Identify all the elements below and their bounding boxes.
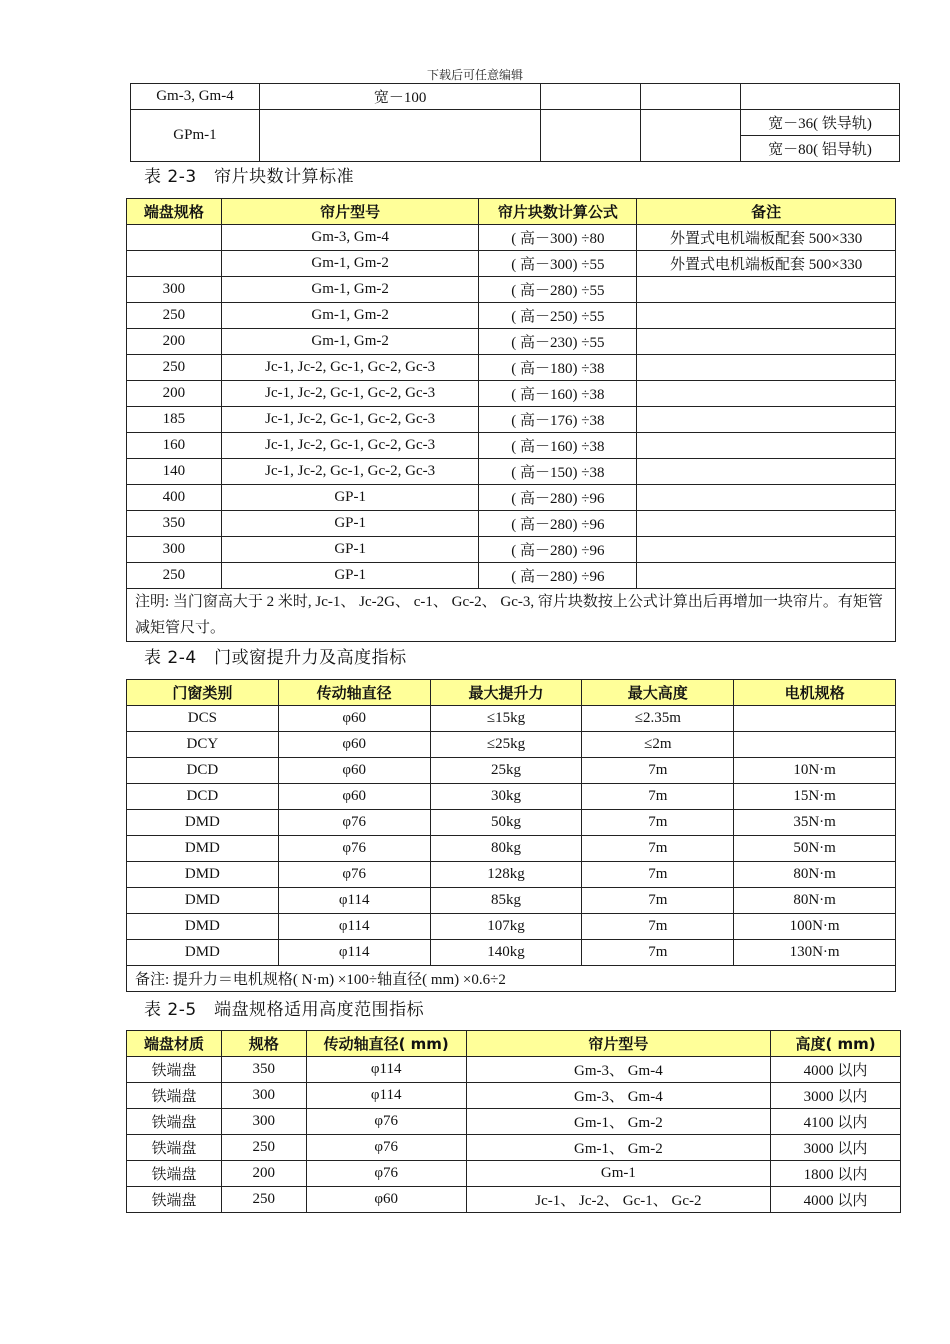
table-cell: DCY — [127, 732, 279, 758]
table-cell: Jc-1, Jc-2, Gc-1, Gc-2, Gc-3 — [221, 381, 479, 407]
table-caption-2-3: 表 2-3 帘片块数计算标准 — [144, 167, 355, 187]
table-note-row — [127, 966, 896, 992]
table-cell: 200 — [127, 329, 222, 355]
table-cell: ( 高－280) ÷96 — [479, 537, 637, 563]
table-cell: 250 — [127, 355, 222, 381]
table-cell — [641, 84, 741, 110]
table-row — [127, 277, 896, 303]
table-cell: ( 高－180) ÷38 — [479, 355, 637, 381]
table-note-row — [127, 589, 896, 642]
table-cell: φ114 — [278, 940, 430, 966]
table-cell: φ76 — [278, 810, 430, 836]
table-cell: 300 — [127, 277, 222, 303]
table-cell: GP-1 — [221, 511, 479, 537]
table-cell: Gm-3、 Gm-4 — [466, 1057, 771, 1083]
table-cell: ( 高－150) ÷38 — [479, 459, 637, 485]
table-cell: 7m — [582, 758, 734, 784]
table-2-4 — [126, 679, 896, 992]
table-cell: DMD — [127, 836, 279, 862]
table-row — [127, 329, 896, 355]
table-cell: φ60 — [306, 1187, 466, 1213]
table-cell: 250 — [127, 563, 222, 589]
table-note: 备注: 提升力＝电机规格( N·m) ×100÷轴直径( mm) ×0.6÷2 — [127, 966, 896, 992]
table-cell: ( 高－250) ÷55 — [479, 303, 637, 329]
table-cell: DMD — [127, 862, 279, 888]
table-cell: φ76 — [306, 1109, 466, 1135]
table-row — [127, 940, 896, 966]
table-cell: φ76 — [306, 1135, 466, 1161]
page-header-note: 下载后可任意编辑 — [426, 68, 523, 82]
table-cell: φ114 — [306, 1057, 466, 1083]
table-cell: 3000 以内 — [771, 1083, 901, 1109]
column-header: 端盘材质 — [127, 1031, 222, 1057]
table-cell: 140 — [127, 459, 222, 485]
table-cell — [541, 84, 641, 110]
column-header: 电机规格 — [734, 680, 896, 706]
table-cell — [734, 732, 896, 758]
table-caption-2-4: 表 2-4 门或窗提升力及高度指标 — [144, 648, 407, 668]
table-cell: φ76 — [278, 862, 430, 888]
table-cell: DCD — [127, 758, 279, 784]
table-cell: Gm-3, Gm-4 — [221, 225, 479, 251]
table-cell: 107kg — [430, 914, 582, 940]
table-cell: GP-1 — [221, 537, 479, 563]
table-cell: 4000 以内 — [771, 1057, 901, 1083]
table-cell — [637, 433, 896, 459]
table-row — [127, 381, 896, 407]
table-cell: DMD — [127, 888, 279, 914]
table-cell: 35N·m — [734, 810, 896, 836]
table-cell: 50N·m — [734, 836, 896, 862]
table-cell: ( 高－300) ÷55 — [479, 251, 637, 277]
table-cell: 130N·m — [734, 940, 896, 966]
table-cell: 50kg — [430, 810, 582, 836]
table-cell: 25kg — [430, 758, 582, 784]
table-cell: 185 — [127, 407, 222, 433]
table-cell: 200 — [221, 1161, 306, 1187]
table-row — [127, 485, 896, 511]
table-cell — [741, 84, 900, 110]
table-row — [127, 1187, 901, 1213]
table-cell — [637, 381, 896, 407]
table-row — [127, 433, 896, 459]
table-cell: DMD — [127, 940, 279, 966]
table-cell: ( 高－300) ÷80 — [479, 225, 637, 251]
table-row — [127, 1083, 901, 1109]
table-cell: DCD — [127, 784, 279, 810]
table-row — [127, 459, 896, 485]
table-cell — [637, 537, 896, 563]
table-cell: 7m — [582, 810, 734, 836]
table-cell — [637, 485, 896, 511]
table-cell: ( 高－280) ÷96 — [479, 563, 637, 589]
table-row — [131, 110, 900, 136]
column-header: 帘片型号 — [221, 199, 479, 225]
table-cell: ≤25kg — [430, 732, 582, 758]
table-row — [127, 407, 896, 433]
table-cell: Jc-1, Jc-2, Gc-1, Gc-2, Gc-3 — [221, 407, 479, 433]
table-cell: 铁端盘 — [127, 1161, 222, 1187]
table-cell: 160 — [127, 433, 222, 459]
table-cell: DMD — [127, 914, 279, 940]
table-cell: 128kg — [430, 862, 582, 888]
table-row — [127, 862, 896, 888]
table-cell: ( 高－230) ÷55 — [479, 329, 637, 355]
table-cell: 宽－36( 铁导轨) — [741, 110, 900, 136]
table-cell: ( 高－280) ÷96 — [479, 485, 637, 511]
table-cell: 250 — [221, 1187, 306, 1213]
table-cell: 300 — [221, 1109, 306, 1135]
table-cell: ≤2.35m — [582, 706, 734, 732]
table-cell: 铁端盘 — [127, 1057, 222, 1083]
table-cell: 300 — [221, 1083, 306, 1109]
column-header: 规格 — [221, 1031, 306, 1057]
top-partial-table — [130, 83, 900, 162]
column-header: 传动轴直径 — [278, 680, 430, 706]
column-header: 备注 — [637, 199, 896, 225]
table-2-5 — [126, 1030, 901, 1213]
table-cell: Gm-1, Gm-2 — [221, 251, 479, 277]
table-cell: Gm-1, Gm-2 — [221, 329, 479, 355]
table-cell: 7m — [582, 914, 734, 940]
table-cell: Gm-3, Gm-4 — [131, 84, 260, 110]
table-cell: GP-1 — [221, 563, 479, 589]
table-row — [127, 810, 896, 836]
table-header-row — [127, 1031, 901, 1057]
table-cell: 7m — [582, 940, 734, 966]
table-cell: 10N·m — [734, 758, 896, 784]
table-cell: GP-1 — [221, 485, 479, 511]
table-row — [127, 537, 896, 563]
table-cell: φ60 — [278, 732, 430, 758]
table-cell: 80N·m — [734, 862, 896, 888]
table-cell — [637, 511, 896, 537]
table-cell — [637, 459, 896, 485]
table-cell: ( 高－280) ÷55 — [479, 277, 637, 303]
table-cell: φ76 — [306, 1161, 466, 1187]
table-cell: Gm-1, Gm-2 — [221, 303, 479, 329]
table-row — [131, 84, 900, 110]
table-row — [127, 914, 896, 940]
table-cell: 宽－100 — [259, 84, 541, 110]
table-header-row — [127, 680, 896, 706]
table-cell — [637, 303, 896, 329]
table-cell — [734, 706, 896, 732]
table-cell: 7m — [582, 888, 734, 914]
table-cell: 4000 以内 — [771, 1187, 901, 1213]
table-cell: 350 — [127, 511, 222, 537]
table-cell — [127, 251, 222, 277]
table-cell: ( 高－280) ÷96 — [479, 511, 637, 537]
table-cell: 250 — [221, 1135, 306, 1161]
table-cell: Jc-1, Jc-2, Gc-1, Gc-2, Gc-3 — [221, 433, 479, 459]
table-cell: 7m — [582, 862, 734, 888]
table-cell — [637, 407, 896, 433]
table-cell: Jc-1, Jc-2, Gc-1, Gc-2, Gc-3 — [221, 355, 479, 381]
table-cell: Gm-1 — [466, 1161, 771, 1187]
table-cell: GPm-1 — [131, 110, 260, 162]
table-cell: 85kg — [430, 888, 582, 914]
column-header: 最大提升力 — [430, 680, 582, 706]
table-cell: DMD — [127, 810, 279, 836]
table-cell: 1800 以内 — [771, 1161, 901, 1187]
table-cell: φ60 — [278, 784, 430, 810]
table-cell — [637, 277, 896, 303]
column-header: 传动轴直径( mm) — [306, 1031, 466, 1057]
table-row — [127, 888, 896, 914]
table-row — [127, 784, 896, 810]
table-cell: 铁端盘 — [127, 1109, 222, 1135]
table-row — [127, 225, 896, 251]
column-header: 高度( mm) — [771, 1031, 901, 1057]
table-cell — [637, 355, 896, 381]
table-cell: 140kg — [430, 940, 582, 966]
table-cell: 400 — [127, 485, 222, 511]
table-cell: 铁端盘 — [127, 1083, 222, 1109]
table-row — [127, 758, 896, 784]
table-row — [127, 511, 896, 537]
table-cell: 100N·m — [734, 914, 896, 940]
table-2-3 — [126, 198, 896, 642]
table-cell — [541, 110, 641, 162]
table-cell: ( 高－160) ÷38 — [479, 433, 637, 459]
table-cell: 铁端盘 — [127, 1135, 222, 1161]
table-cell: Gm-1、 Gm-2 — [466, 1135, 771, 1161]
table-cell: 宽－80( 铝导轨) — [741, 136, 900, 162]
table-cell: 300 — [127, 537, 222, 563]
table-row — [127, 251, 896, 277]
column-header: 门窗类别 — [127, 680, 279, 706]
table-cell: 铁端盘 — [127, 1187, 222, 1213]
table-row — [127, 732, 896, 758]
table-row — [127, 355, 896, 381]
table-cell: Gm-1、 Gm-2 — [466, 1109, 771, 1135]
table-cell: 15N·m — [734, 784, 896, 810]
table-cell: Jc-1, Jc-2, Gc-1, Gc-2, Gc-3 — [221, 459, 479, 485]
table-caption-2-5: 表 2-5 端盘规格适用高度范围指标 — [144, 1000, 425, 1020]
table-cell: ( 高－176) ÷38 — [479, 407, 637, 433]
table-cell: 30kg — [430, 784, 582, 810]
table-cell: 200 — [127, 381, 222, 407]
table-cell: ( 高－160) ÷38 — [479, 381, 637, 407]
column-header: 帘片型号 — [466, 1031, 771, 1057]
table-cell: ≤2m — [582, 732, 734, 758]
table-cell: φ114 — [278, 888, 430, 914]
table-cell — [637, 329, 896, 355]
table-cell — [637, 563, 896, 589]
column-header: 最大高度 — [582, 680, 734, 706]
table-cell: Jc-1、 Jc-2、 Gc-1、 Gc-2 — [466, 1187, 771, 1213]
table-cell: 外置式电机端板配套 500×330 — [637, 225, 896, 251]
table-cell: Gm-3、 Gm-4 — [466, 1083, 771, 1109]
table-cell: 3000 以内 — [771, 1135, 901, 1161]
table-row — [127, 836, 896, 862]
table-row — [127, 1057, 901, 1083]
column-header: 端盘规格 — [127, 199, 222, 225]
table-row — [127, 1135, 901, 1161]
table-cell — [641, 110, 741, 162]
table-cell: φ76 — [278, 836, 430, 862]
table-cell: 80kg — [430, 836, 582, 862]
table-cell: 外置式电机端板配套 500×330 — [637, 251, 896, 277]
table-cell: φ60 — [278, 706, 430, 732]
table-row — [127, 1109, 901, 1135]
table-row — [127, 563, 896, 589]
table-cell: 7m — [582, 784, 734, 810]
table-cell: 250 — [127, 303, 222, 329]
table-row — [127, 303, 896, 329]
table-cell: 80N·m — [734, 888, 896, 914]
table-header-row — [127, 199, 896, 225]
table-row — [127, 1161, 901, 1187]
table-cell — [127, 225, 222, 251]
table-cell: φ114 — [306, 1083, 466, 1109]
table-cell: DCS — [127, 706, 279, 732]
table-cell: 7m — [582, 836, 734, 862]
table-note: 注明: 当门窗高大于 2 米时, Jc-1、 Jc-2G、 c-1、 Gc-2、 Gc-3, 帘片块数按上公式计算出后再增加一块帘片。有矩管减矩管尺寸。 — [127, 589, 896, 642]
table-cell: φ114 — [278, 914, 430, 940]
table-cell: 4100 以内 — [771, 1109, 901, 1135]
table-cell: φ60 — [278, 758, 430, 784]
table-cell — [259, 110, 541, 162]
table-cell: 350 — [221, 1057, 306, 1083]
column-header: 帘片块数计算公式 — [479, 199, 637, 225]
table-cell: Gm-1, Gm-2 — [221, 277, 479, 303]
table-row — [127, 706, 896, 732]
table-cell: ≤15kg — [430, 706, 582, 732]
